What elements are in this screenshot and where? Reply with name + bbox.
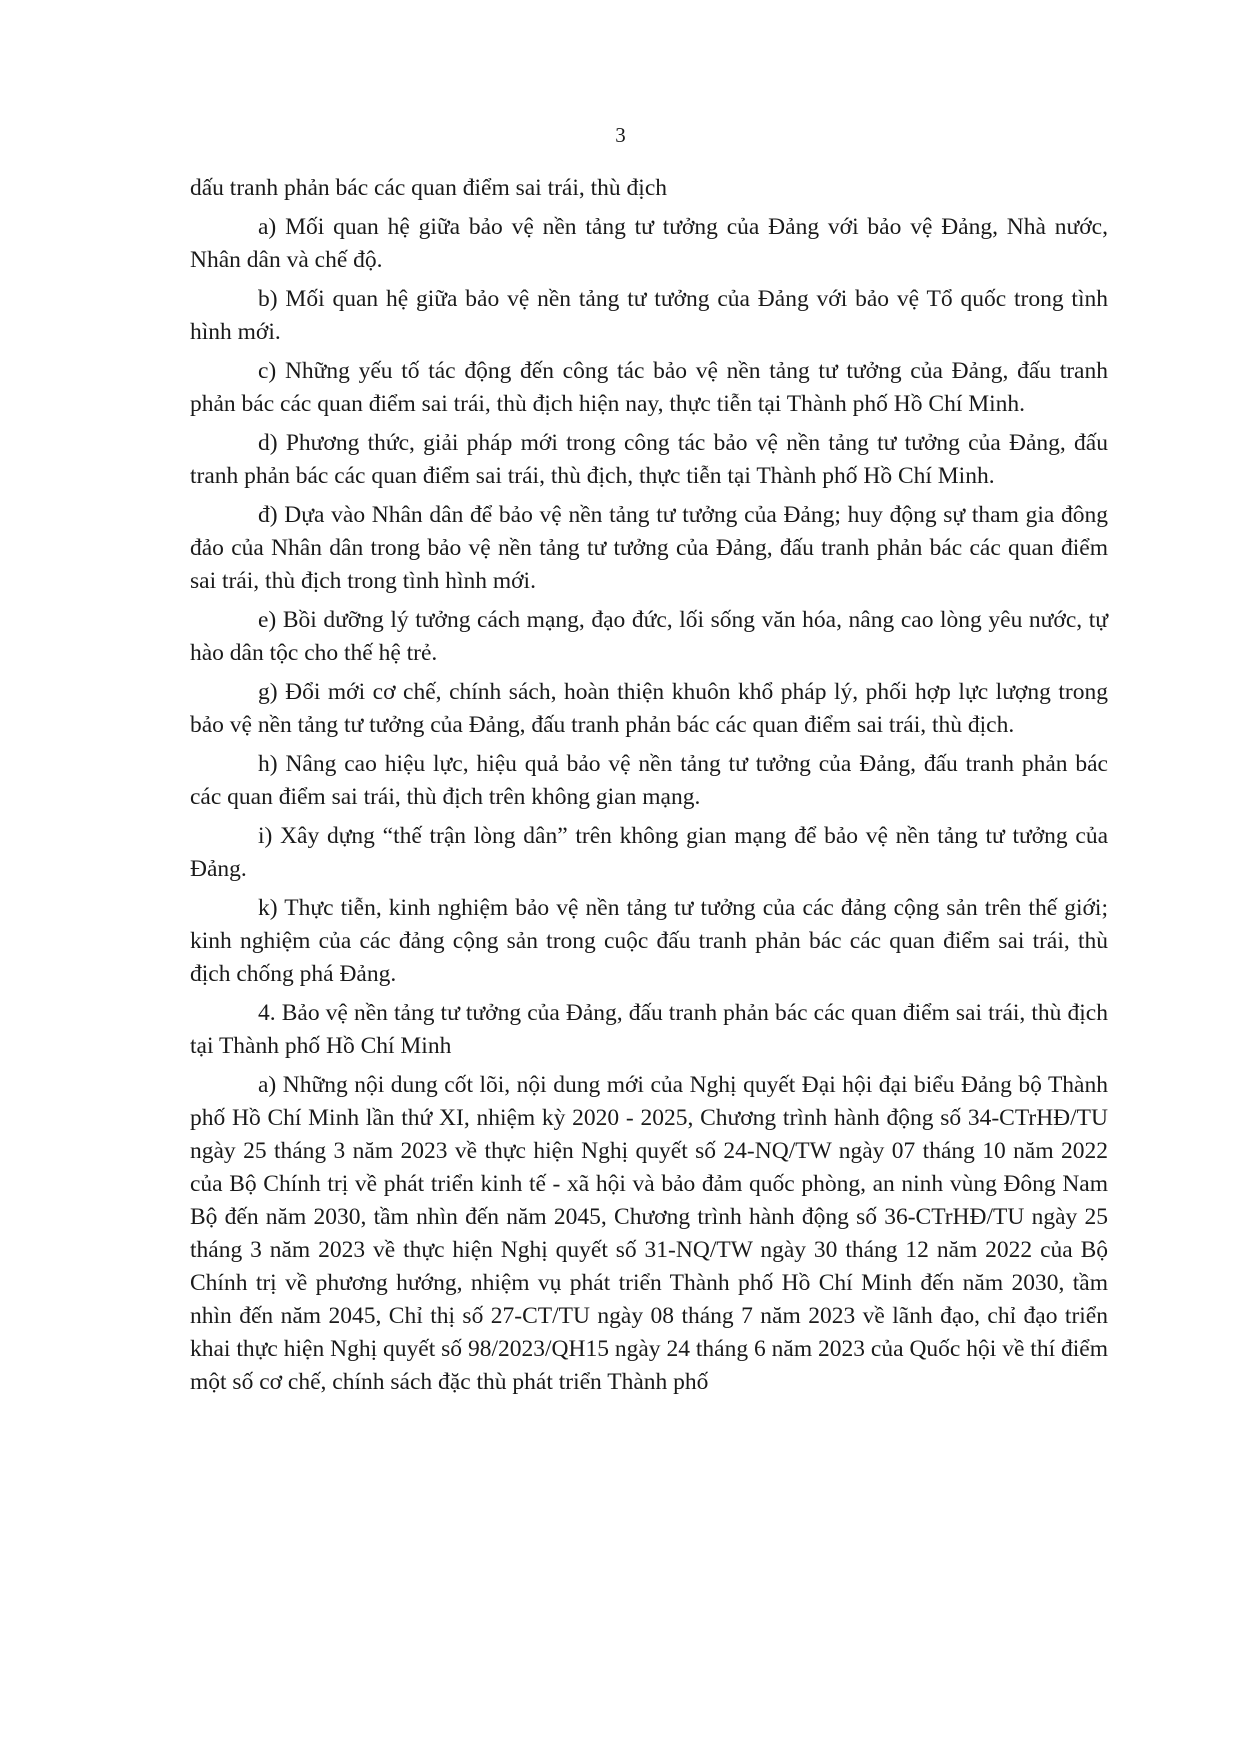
paragraph-item-k: k) Thực tiễn, kinh nghiệm bảo vệ nền tảng tư tưởng của các đảng cộng sản trên thế giới; kinh nghiệm của các đảng cộng sản trong cuộc đấu tranh phản bác các quan điểm sai trái, thù địch chống phá Đảng.: [190, 895, 1108, 987]
paragraph-item-h: h) Nâng cao hiệu lực, hiệu quả bảo vệ nền tảng tư tưởng của Đảng, đấu tranh phản bác các quan điểm sai trái, thù địch trên không gian mạng.: [190, 751, 1108, 810]
section-heading-4: 4. Bảo vệ nền tảng tư tưởng của Đảng, đấu tranh phản bác các quan điểm sai trái, thù địch tại Thành phố Hồ Chí Minh: [190, 1000, 1108, 1059]
page-number: 3: [615, 123, 626, 147]
paragraph-item-c: c) Những yếu tố tác động đến công tác bảo vệ nền tảng tư tưởng của Đảng, đấu tranh phản bác các quan điểm sai trái, thù địch hiện nay, thực tiễn tại Thành phố Hồ Chí Minh.: [190, 358, 1108, 417]
paragraph-item-g: g) Đổi mới cơ chế, chính sách, hoàn thiện khuôn khổ pháp lý, phối hợp lực lượng trong bảo vệ nền tảng tư tưởng của Đảng, đấu tranh phản bác các quan điểm sai trái, thù địch.: [190, 679, 1108, 738]
document-body: [190, 172, 1108, 1405]
paragraph-item-e: e) Bồi dưỡng lý tưởng cách mạng, đạo đức, lối sống văn hóa, nâng cao lòng yêu nước, tự hào dân tộc cho thế hệ trẻ.: [190, 607, 1108, 666]
paragraph-item-i: i) Xây dựng “thế trận lòng dân” trên không gian mạng để bảo vệ nền tảng tư tưởng của Đảng.: [190, 823, 1108, 882]
paragraph-item-a: a) Mối quan hệ giữa bảo vệ nền tảng tư tưởng của Đảng với bảo vệ Đảng, Nhà nước, Nhân dân và chế độ.: [190, 214, 1108, 273]
paragraph-section4-item-a: a) Những nội dung cốt lõi, nội dung mới của Nghị quyết Đại hội đại biểu Đảng bộ Thành phố Hồ Chí Minh lần thứ XI, nhiệm kỳ 2020 - 2025, Chương trình hành động số 34-CTrHĐ/TU ngày 25 tháng 3 năm 2023 về thực hiện Nghị quyết số 24-NQ/TW ngày 07 tháng 10 năm 2022 của Bộ Chính trị về phát triển kinh tế - xã hội và bảo đảm quốc phòng, an ninh vùng Đông Nam Bộ đến năm 2030, tầm nhìn đến năm 2045, Chương trình hành động số 36-CTrHĐ/TU ngày 25 tháng 3 năm 2023 về thực hiện Nghị quyết số 31-NQ/TW ngày 30 tháng 12 năm 2022 của Bộ Chính trị về phương hướng, nhiệm vụ phát triển Thành phố Hồ Chí Minh đến năm 2030, tầm nhìn đến năm 2045, Chỉ thị số 27-CT/TU ngày 08 tháng 7 năm 2023 về lãnh đạo, chỉ đạo triển khai thực hiện Nghị quyết số 98/2023/QH15 ngày 24 tháng 6 năm 2023 của Quốc hội về thí điểm một số cơ chế, chính sách đặc thù phát triển Thành phố: [190, 1072, 1108, 1395]
paragraph-item-d: d) Phương thức, giải pháp mới trong công tác bảo vệ nền tảng tư tưởng của Đảng, đấu tranh phản bác các quan điểm sai trái, thù địch, thực tiễn tại Thành phố Hồ Chí Minh.: [190, 430, 1108, 489]
paragraph-item-dd: đ) Dựa vào Nhân dân để bảo vệ nền tảng tư tưởng của Đảng; huy động sự tham gia đông đảo của Nhân dân trong bảo vệ nền tảng tư tưởng của Đảng, đấu tranh phản bác các quan điểm sai trái, thù địch trong tình hình mới.: [190, 502, 1108, 594]
paragraph-item-b: b) Mối quan hệ giữa bảo vệ nền tảng tư tưởng của Đảng với bảo vệ Tổ quốc trong tình hình mới.: [190, 286, 1108, 345]
paragraph-continuation: dấu tranh phản bác các quan điểm sai trái, thù địch: [190, 175, 667, 201]
